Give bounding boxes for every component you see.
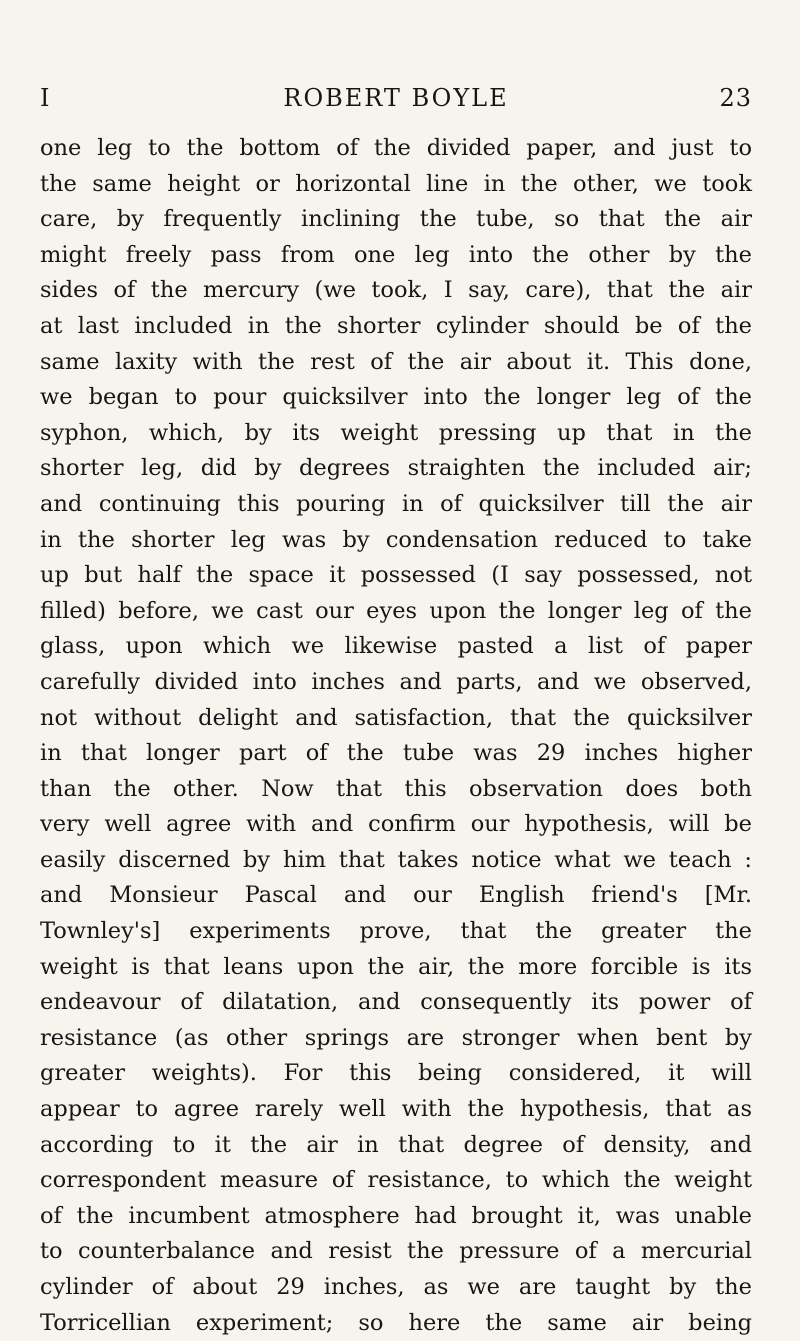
text-line: of the incumbent atmosphere had brought it, was unable	[40, 1202, 752, 1229]
text-line: cylinder of about 29 inches, as we are taught by the	[40, 1274, 752, 1300]
text-line: Townley's] experiments prove, that the greater the	[40, 918, 752, 945]
text-line: not without delight and satisfaction, that the quicksilver	[40, 704, 752, 731]
text-line: resistance (as other springs are stronger when bent by	[40, 1024, 752, 1051]
body-text	[40, 131, 752, 1341]
text-line: the same height or horizontal line in the other, we took	[40, 170, 752, 197]
text-line: appear to agree rarely well with the hypothesis, that as	[40, 1096, 752, 1123]
text-line: might freely pass from one leg into the other by the	[40, 241, 752, 268]
text-line: according to it the air in that degree of density, and	[40, 1131, 752, 1158]
text-line: easily discerned by him that takes notice what we teach :	[40, 846, 752, 873]
text-line: filled) before, we cast our eyes upon the longer leg of the	[40, 597, 752, 624]
text-line: greater weights). For this being considered, it will	[40, 1060, 752, 1087]
text-line: at last included in the shorter cylinder should be of the	[40, 312, 752, 339]
text-line: syphon, which, by its weight pressing up that in the	[40, 419, 752, 446]
text-line: in that longer part of the tube was 29 inches higher	[40, 740, 752, 767]
running-title: ROBERT BOYLE	[283, 84, 509, 112]
text-line: correspondent measure of resistance, to which the weight	[40, 1167, 752, 1194]
text-line: and continuing this pouring in of quicksilver till the air	[40, 490, 752, 517]
text-line: same laxity with the rest of the air about it. This done,	[40, 348, 752, 375]
text-line: weight is that leans upon the air, the more forcible is its	[40, 953, 752, 980]
text-line: we began to pour quicksilver into the longer leg of the	[40, 384, 752, 411]
text-line: up but half the space it possessed (I say possessed, not	[40, 562, 752, 589]
text-line: to counterbalance and resist the pressure of a mercurial	[40, 1238, 752, 1265]
text-line: than the other. Now that this observation does both	[40, 775, 752, 802]
page-number: 23	[719, 84, 752, 112]
text-line: in the shorter leg was by condensation reduced to take	[40, 526, 752, 553]
text-line: glass, upon which we likewise pasted a list of paper	[40, 633, 752, 660]
text-line: carefully divided into inches and parts, and we observed,	[40, 668, 752, 695]
running-head	[40, 84, 752, 120]
text-line: shorter leg, did by degrees straighten the included air;	[40, 455, 752, 482]
text-line: Torricellian experiment; so here the same air being	[40, 1309, 752, 1336]
text-line: sides of the mercury (we took, I say, care), that the air	[40, 277, 752, 304]
text-line: and Monsieur Pascal and our English friend's [Mr.	[40, 882, 752, 909]
text-line: care, by frequently inclining the tube, so that the air	[40, 206, 752, 233]
text-line: very well agree with and confirm our hypothesis, will be	[40, 811, 752, 838]
text-line: one leg to the bottom of the divided paper, and just to	[40, 135, 752, 161]
chapter-number: I	[40, 84, 51, 112]
text-line: endeavour of dilatation, and consequently its power of	[40, 989, 752, 1016]
